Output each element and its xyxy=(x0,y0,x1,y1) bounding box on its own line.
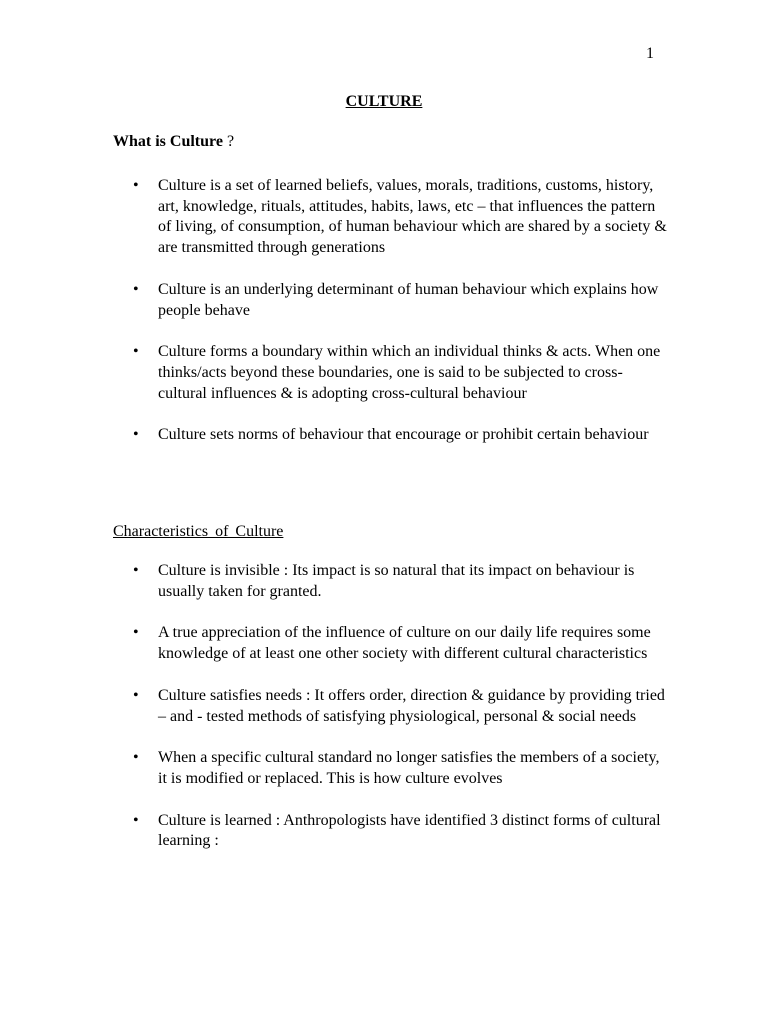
bullet-text: Culture is learned : Anthropologists have identified 3 distinct forms of cultural learning : xyxy=(158,811,661,850)
bullet-icon: • xyxy=(133,686,139,704)
characteristics-bullet-list xyxy=(0,561,668,852)
list-item xyxy=(0,623,668,664)
bullet-text: Culture forms a boundary within which an individual thinks & acts. When one thinks/acts beyond these boundaries, one is said to be subjected to cross-cultural influences & is adopting cross-cultural behaviour xyxy=(158,343,661,402)
bullet-text: Culture is invisible : Its impact is so natural that its impact on behaviour is usually taken for granted. xyxy=(158,562,635,600)
bullet-icon: • xyxy=(133,811,139,829)
question-text: What is Culture xyxy=(113,133,223,150)
bullet-icon: • xyxy=(133,624,139,642)
bullet-text: A true appreciation of the influence of culture on our daily life requires some knowledge of at least one other society with different cultural characteristics xyxy=(158,624,651,663)
bullet-icon: • xyxy=(133,343,139,361)
bullet-text: Culture satisfies needs : It offers order, direction & guidance by providing tried – and - tested methods of satisfying physiological, personal & social needs xyxy=(158,686,665,725)
section-question xyxy=(113,132,234,152)
list-item xyxy=(0,425,668,446)
bullet-text: Culture is a set of learned beliefs, values, morals, traditions, customs, history, art, knowledge, rituals, attitudes, habits, laws, etc – that influences the pattern of living, of consumption, of human behaviour which are shared by a society & are transmitted through generations xyxy=(158,177,667,257)
list-item xyxy=(0,686,668,727)
list-item xyxy=(0,280,668,321)
definition-bullet-list xyxy=(0,176,668,446)
list-item xyxy=(0,811,668,852)
bullet-icon: • xyxy=(133,177,139,194)
bullet-icon: • xyxy=(133,749,139,767)
bullet-icon: • xyxy=(133,426,139,444)
bullet-text: Culture sets norms of behaviour that encourage or prohibit certain behaviour xyxy=(158,426,649,444)
list-item xyxy=(0,176,668,259)
bullet-icon: • xyxy=(133,280,139,298)
list-item xyxy=(0,342,668,404)
bullet-text: Culture is an underlying determinant of human behaviour which explains how people behave xyxy=(158,280,659,319)
bullet-icon: • xyxy=(133,562,139,579)
list-item xyxy=(0,561,668,602)
question-mark: ? xyxy=(222,133,235,150)
characteristics-heading: Characteristics of Culture xyxy=(113,523,284,540)
page-number: 1 xyxy=(646,45,654,62)
document-title: CULTURE xyxy=(345,93,423,110)
bullet-text: When a specific cultural standard no longer satisfies the members of a society, it is modified or replaced. This is how culture evolves xyxy=(158,749,660,787)
list-item xyxy=(0,748,668,789)
